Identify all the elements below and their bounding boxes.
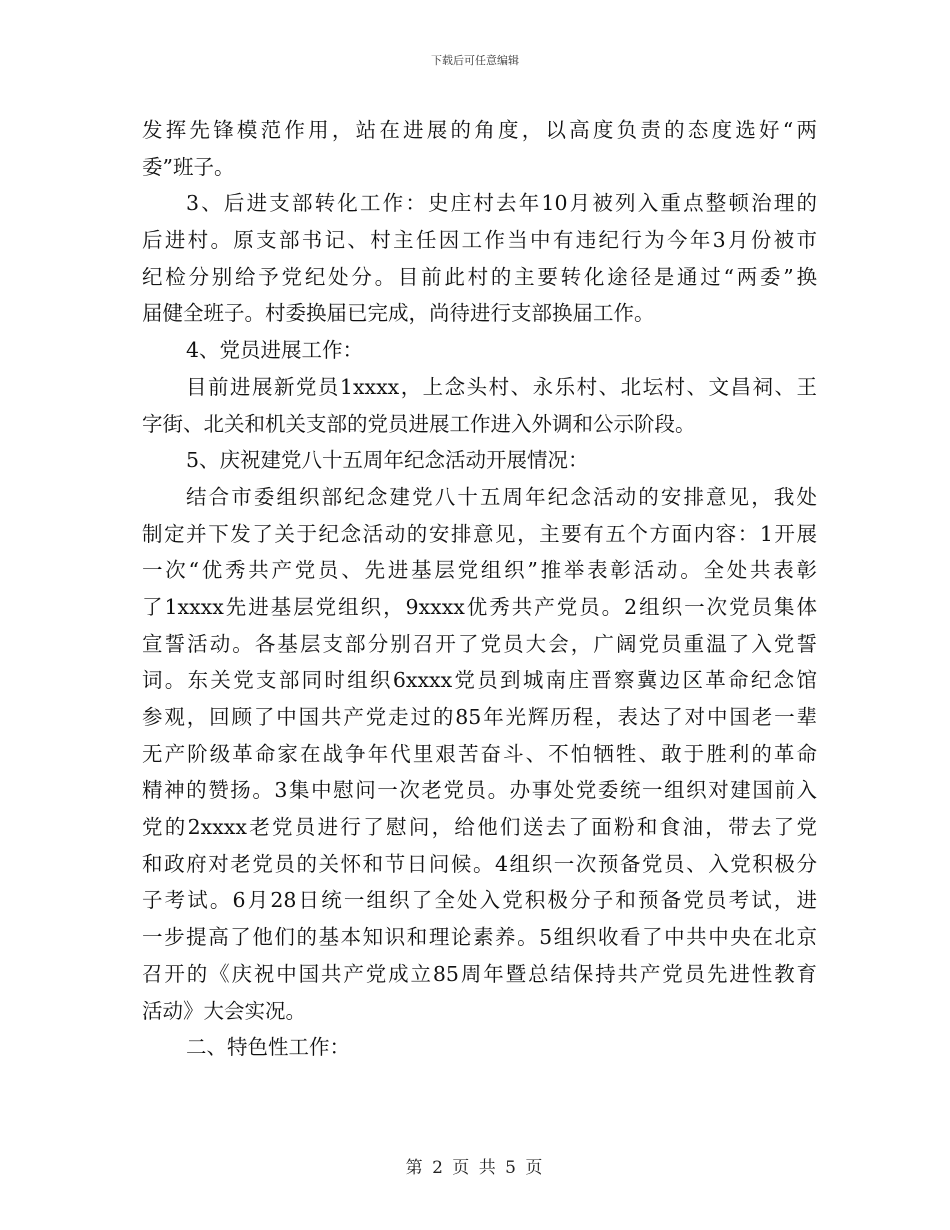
- text-line: 届健全班子。村委换届已完成，尚待进行支部换届工作。: [142, 301, 655, 326]
- text-line: 召开的《庆祝中国共产党成立85周年暨总结保持共产党员先进性教育: [142, 961, 817, 986]
- text-line: 无产阶级革命家在战争年代里艰苦奋斗、不怕牺牲、敢于胜利的革命: [142, 741, 817, 766]
- text-line: 词。东关党支部同时组织6xxxx党员到城南庄晋察冀边区革命纪念馆: [142, 668, 817, 693]
- text-line: 发挥先锋模范作用，站在进展的角度，以高度负责的态度选好“两: [142, 118, 817, 142]
- text-line: 5、庆祝建党八十五周年纪念活动开展情况：: [186, 448, 589, 473]
- text-line: 参观，回顾了中国共产党走过的85年光辉历程，表达了对中国老一辈: [142, 705, 817, 729]
- text-line: 一次“优秀共产党员、先进基层党组织”推举表彰活动。全处共表彰: [142, 558, 817, 583]
- text-line: 和政府对老党员的关怀和节日问候。4组织一次预备党员、入党积极分: [142, 851, 817, 876]
- text-line: 纪检分别给予党纪处分。目前此村的主要转化途径是通过“两委”换: [142, 264, 817, 289]
- text-line: 活动》大会实况。: [142, 998, 306, 1023]
- text-line: 一步提高了他们的基本知识和理论素养。5组织收看了中共中央在北京: [142, 925, 817, 950]
- text-line: 4、党员进展工作：: [186, 338, 364, 363]
- text-line: 子考试。6月28日统一组织了全处入党积极分子和预备党员考试，进: [142, 888, 817, 913]
- text-line: 目前进展新党员1xxxx，上念头村、永乐村、北坛村、文昌祠、王: [186, 374, 817, 399]
- page-header-note: 下载后可任意编辑: [431, 54, 519, 67]
- text-line: 精神的赞扬。3集中慰问一次老党员。办事处党委统一组织对建国前入: [142, 778, 817, 803]
- text-line: 宣誓活动。各基层支部分别召开了党员大会，广阔党员重温了入党誓: [142, 631, 817, 656]
- text-line: 字街、北关和机关支部的党员进展工作进入外调和公示阶段。: [142, 411, 696, 436]
- text-line: 党的2xxxx老党员进行了慰问，给他们送去了面粉和食油，带去了党: [142, 815, 817, 840]
- text-line: 委”班子。: [142, 154, 235, 179]
- text-line: 后进村。原支部书记、村主任因工作当中有违纪行为今年3月份被市: [142, 228, 817, 253]
- document-body: [142, 112, 817, 1066]
- text-line: 制定并下发了关于纪念活动的安排意见，主要有五个方面内容：1开展: [142, 521, 817, 546]
- text-line: 3、后进支部转化工作：史庄村去年10月被列入重点整顿治理的: [186, 191, 817, 216]
- page-number: 第 2 页 共 5 页: [405, 1158, 545, 1178]
- text-line: 二、特色性工作：: [186, 1035, 350, 1060]
- text-line: 了1xxxx先进基层党组织，9xxxx优秀共产党员。2组织一次党员集体: [142, 594, 817, 619]
- text-line: 结合市委组织部纪念建党八十五周年纪念活动的安排意见，我处: [186, 484, 817, 509]
